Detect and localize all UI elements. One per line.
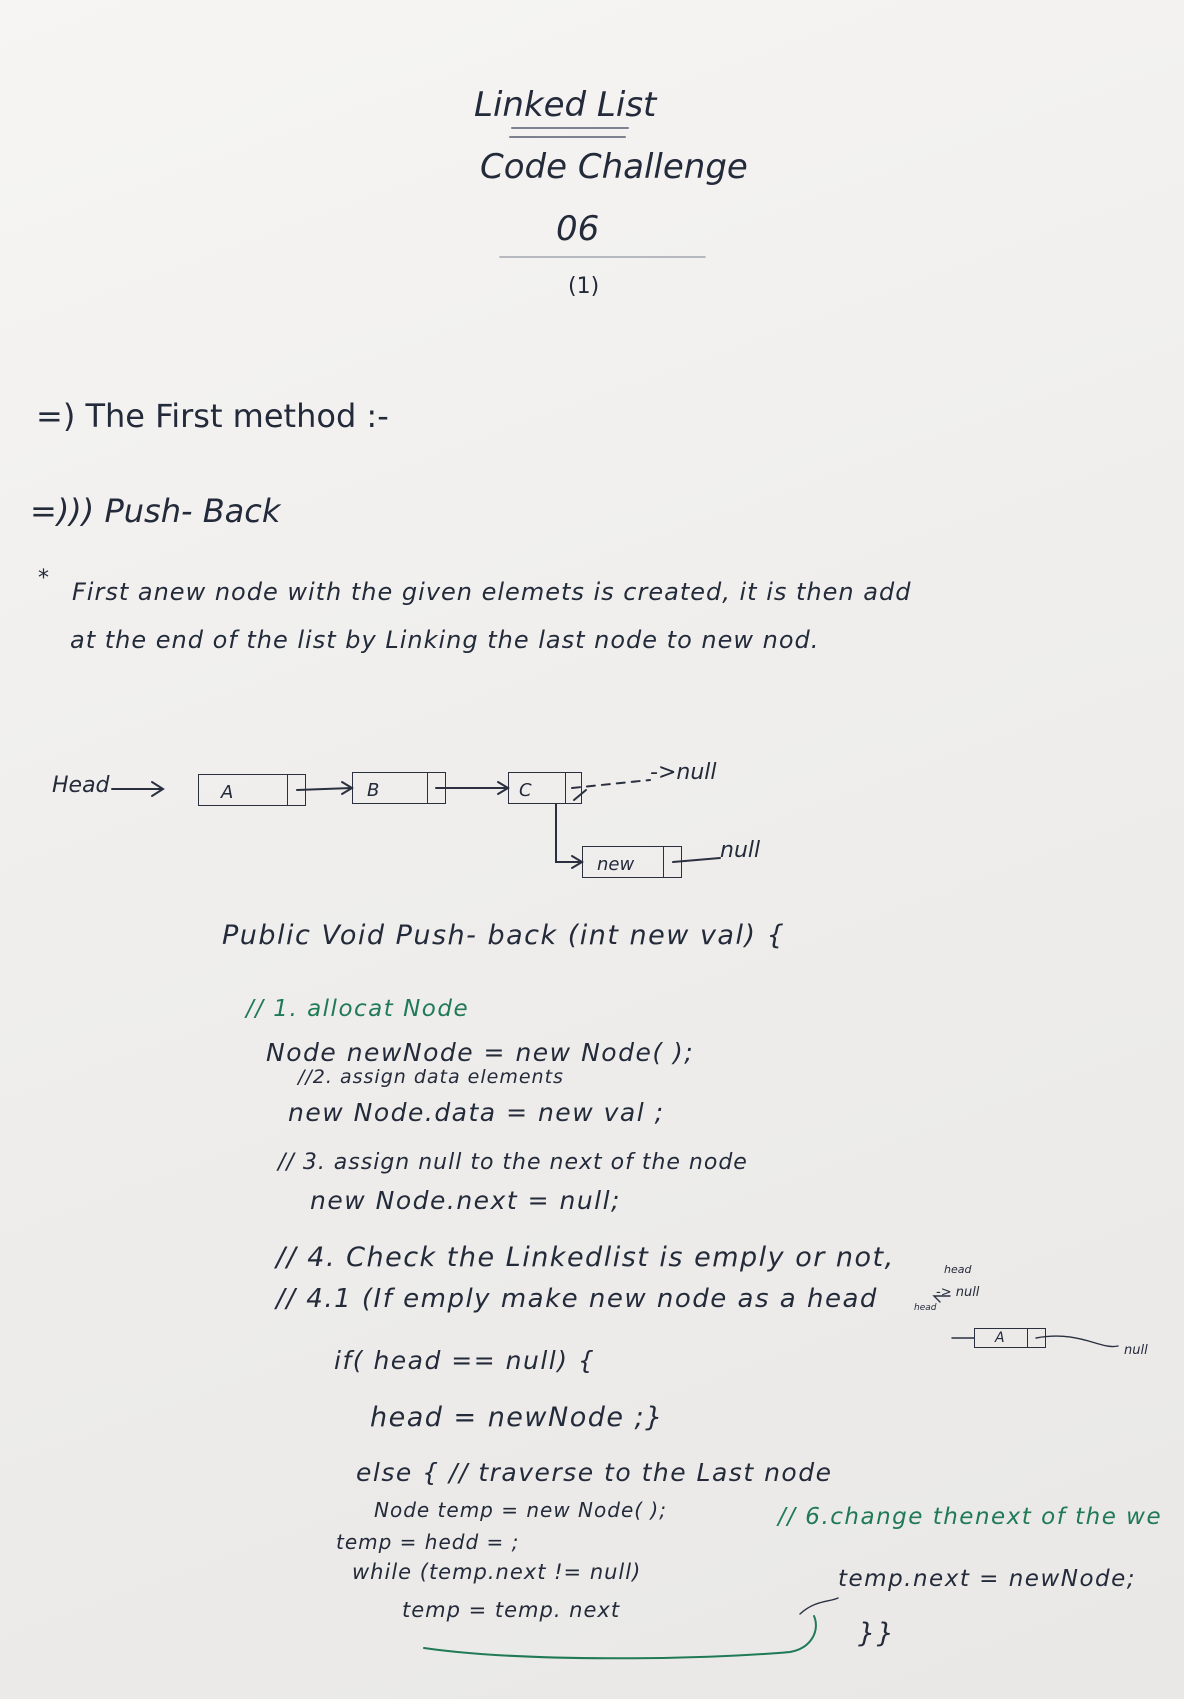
comment-assign-data: //2. assign data elements — [298, 1066, 564, 1088]
code-assign-null: new Node.next = null; — [310, 1186, 621, 1215]
code-new-node: Node newNode = new Node( ); — [266, 1038, 695, 1067]
node-a-value: A — [221, 782, 234, 803]
code-assign-data: new Node.data = new val ; — [288, 1098, 665, 1127]
side-note-head-2: head — [914, 1303, 937, 1313]
challenge-number: 06 — [556, 209, 600, 249]
code-while-loop: while (temp.next != null) — [352, 1560, 642, 1584]
side-note-node-value: A — [995, 1330, 1005, 1346]
code-temp-head: temp = hedd = ; — [336, 1530, 520, 1554]
method-name: =))) Push- Back — [30, 492, 281, 530]
page-title: Linked List — [474, 85, 657, 125]
code-signature: Public Void Push- back (int new val) { — [222, 920, 786, 951]
comment-assign-null: // 3. assign null to the next of the node — [278, 1150, 748, 1175]
comment-if-empty: // 4.1 (If emply make new node as a head — [276, 1284, 878, 1314]
side-note-head: head — [944, 1263, 972, 1276]
code-head-assign: head = newNode ;} — [370, 1402, 664, 1433]
comment-allocate: // 1. allocat Node — [246, 996, 470, 1022]
new-node-value: new — [597, 854, 635, 875]
code-close-braces: }} — [858, 1618, 896, 1649]
comment-change-next: // 6.change thenext of the we — [778, 1504, 1163, 1530]
node-b-value: B — [367, 780, 380, 801]
code-else-traverse: else { // traverse to the Last node — [356, 1458, 833, 1487]
code-if-head-null: if( head == null) { — [334, 1346, 596, 1375]
code-temp-node: Node temp = new Node( ); — [374, 1498, 667, 1522]
node-c-value: C — [519, 780, 532, 801]
null-label-new: null — [720, 838, 761, 863]
head-label: Head — [52, 773, 110, 798]
code-temp-advance: temp = temp. next — [402, 1598, 621, 1622]
description-line-1: First anew node with the given elemets is created, it is then add — [72, 578, 912, 606]
side-note-null-2: null — [1124, 1343, 1148, 1358]
page-subtitle: Code Challenge — [480, 147, 748, 187]
section-heading: =) The First method :- — [36, 397, 389, 435]
null-label-top: ->null — [650, 760, 717, 785]
description-line-2: at the end of the list by Linking the last node to new nod. — [70, 626, 820, 654]
bullet-star: * — [38, 566, 49, 591]
code-temp-next: temp.next = newNode; — [838, 1566, 1137, 1592]
page-number: (1) — [568, 274, 600, 299]
comment-check-empty: // 4. Check the Linkedlist is emply or not, — [276, 1242, 895, 1273]
side-note-null: -> null — [936, 1285, 980, 1300]
